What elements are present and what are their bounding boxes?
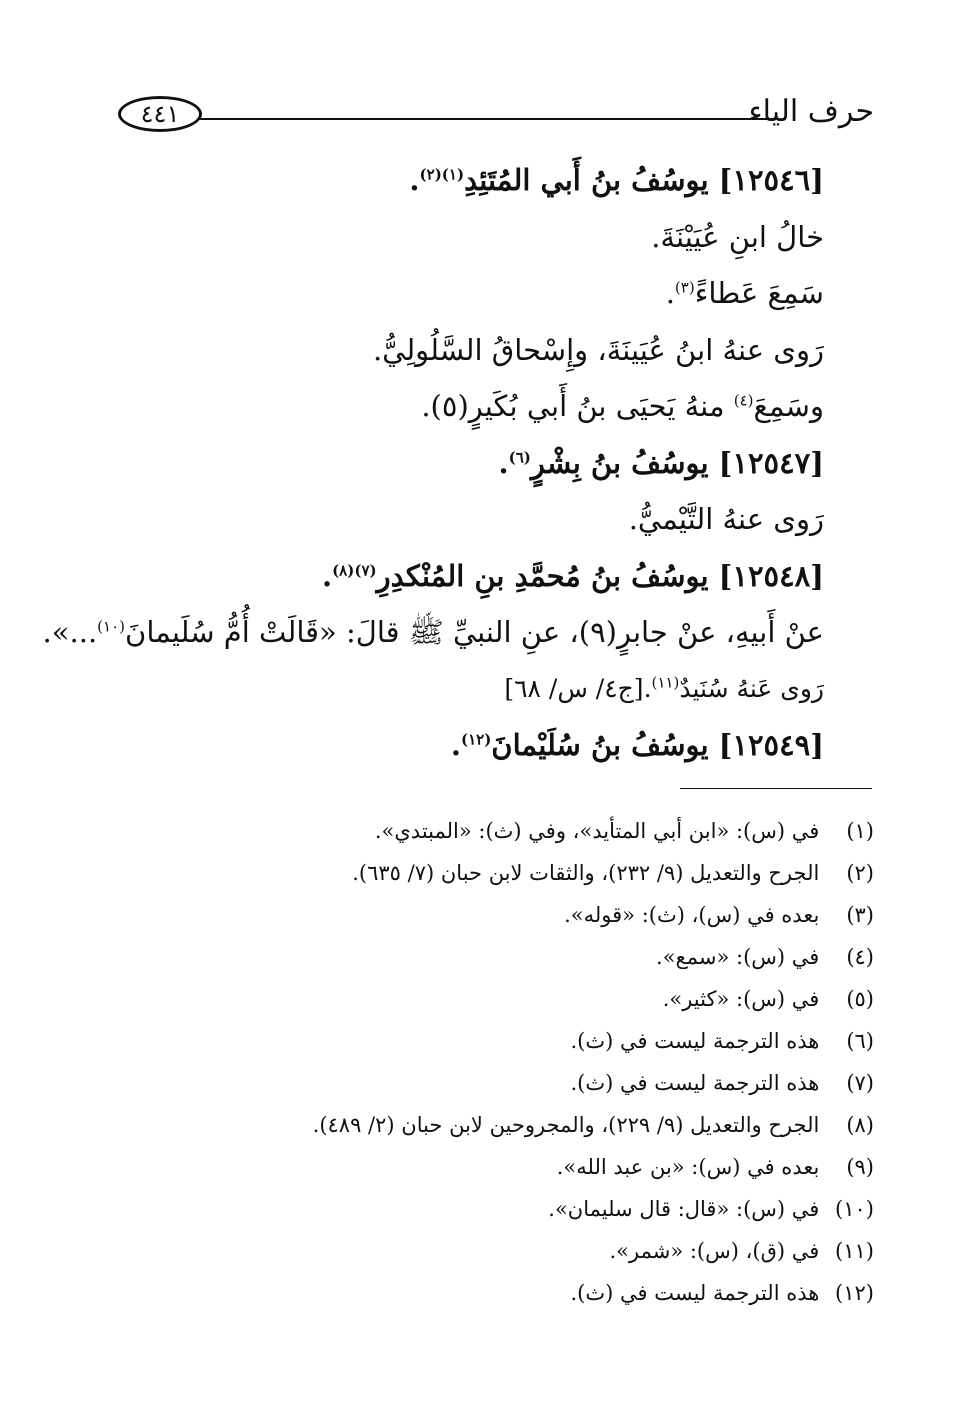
footnote: (٢) الجرح والتعديل (٩/ ٢٣٢)، والثقات لابن حبان (٧/ ٦٣٥). (352, 861, 874, 885)
footnote: (١) في (س): «ابن أبي المتأيد»، وفي (ث): «المبتدي». (374, 819, 874, 843)
entry-line: [١٢٥٤٨] يوسُفُ بنُ مُحمَّدِ بنِ المُنْكدِرِ$^{(٧)(٨)}$. (321, 558, 824, 593)
running-title: حرف الياء (748, 94, 874, 129)
page-number: ٤٤١ (140, 100, 180, 128)
entry-line: رَوى عنهُ ابنُ عُيَينَةَ، وإِسْحاقُ السَّلُولِيُّ. (372, 332, 824, 367)
footnotes (150, 810, 874, 1314)
footnote: (٣) بعده في (س)، (ث): «قوله». (564, 903, 874, 927)
header-rule (198, 118, 774, 120)
footnote: (٤) في (س): «سمع». (656, 945, 874, 969)
footnote: (٦) هذه الترجمة ليست في (ث). (570, 1029, 874, 1053)
footnote: (١٢) هذه الترجمة ليست في (ث). (570, 1281, 874, 1305)
footnote: (٥) في (س): «كثير». (662, 987, 874, 1011)
entry-line: [١٢٥٤٩] يوسُفُ بنُ سُلَيْمانَ$^{(١٢)}$. (450, 728, 824, 762)
entry-line: سَمِعَ عَطاءً$^{(٣)}$. (665, 276, 824, 310)
footnote: (١١) في (ق)، (س): «شمر». (609, 1239, 874, 1263)
footnote: (١٠) في (س): «قال: قال سليمان». (548, 1197, 874, 1221)
entry-line: رَوى عنهُ التَّيْميُّ. (628, 502, 824, 536)
main-text (42, 152, 824, 774)
entry-line: [١٢٥٤٦] يوسُفُ بنُ أَبي المُتَئِدِ$^{(١)(٢)}$. (409, 163, 824, 197)
footnote: (٧) هذه الترجمة ليست في (ث). (570, 1071, 874, 1095)
footnote: (٨) الجرح والتعديل (٩/ ٢٢٩)، والمجروحين لابن حبان (٢/ ٤٨٩). (312, 1113, 874, 1137)
entry-line: رَوى عَنهُ سُنَيدٌ$^{(١١)}$.[ج٤/ س/ ٦٨] (504, 673, 824, 703)
footnote-separator (680, 788, 872, 789)
entry-line: عنْ أَبيهِ، عنْ جابرٍ(٩)، عنِ النبيِّ ﷺ قالَ: «قَالَتْ أُمُّ سُلَيمانَ$^{(١٠)}$...». (42, 615, 824, 649)
entry-line: [١٢٥٤٧] يوسُفُ بنُ بِشْرٍ$^{(٦)}$. (498, 445, 824, 480)
entry-line: وسَمِعَ$^{(٤)}$ منهُ يَحيَى بنُ أَبي بُكَيرٍ(٥). (421, 389, 824, 423)
footnote: (٩) بعده في (س): «بن عبد الله». (556, 1155, 874, 1179)
page-header (118, 92, 874, 140)
page-number-frame (118, 96, 202, 132)
entry-line: خالُ ابنِ عُيَيْنَةَ. (651, 219, 824, 254)
